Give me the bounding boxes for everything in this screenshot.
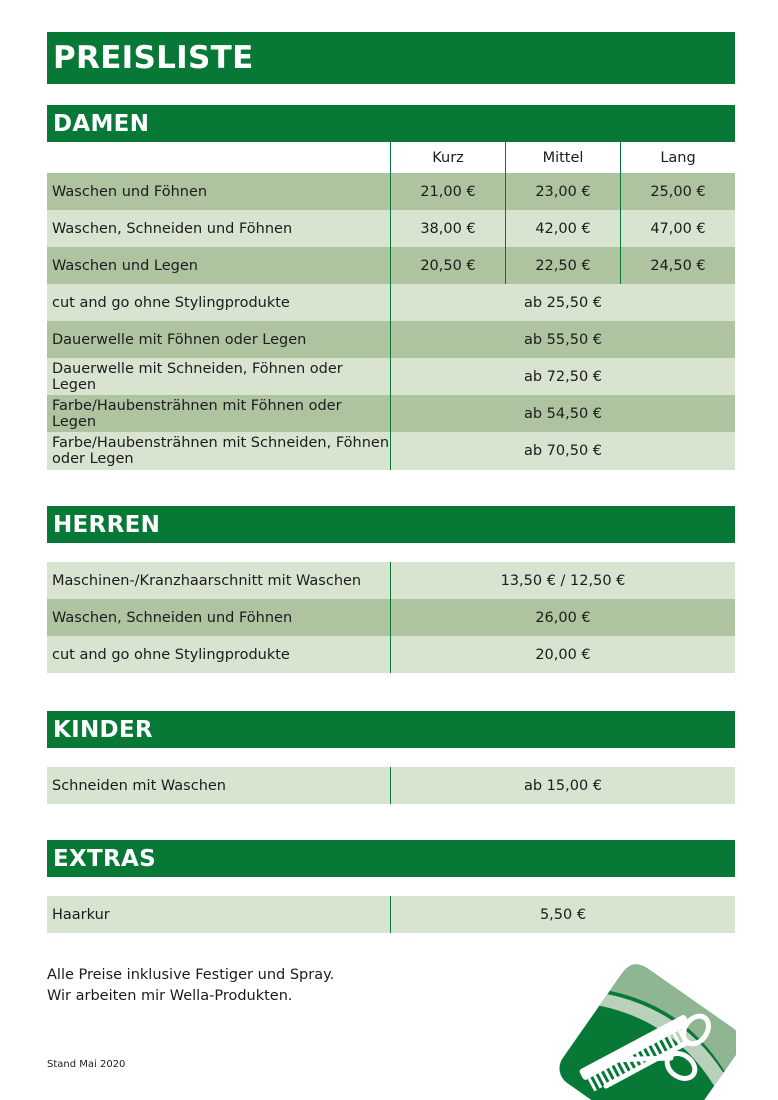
logo bbox=[536, 958, 736, 1100]
price-mittel: 42,00 € bbox=[505, 210, 620, 247]
service-name: Waschen und Föhnen bbox=[52, 183, 208, 200]
table-row bbox=[47, 173, 735, 210]
price-kurz: 38,00 € bbox=[390, 210, 505, 247]
table-row bbox=[47, 636, 735, 673]
price-lang: 24,50 € bbox=[620, 247, 735, 284]
service-price: 20,00 € bbox=[390, 636, 735, 673]
comb-and-scissors-icon bbox=[536, 958, 736, 1100]
table-row bbox=[47, 395, 735, 432]
service-name: cut and go ohne Stylingprodukte bbox=[52, 294, 290, 311]
table-row bbox=[47, 562, 735, 599]
table-row bbox=[47, 321, 735, 358]
stand-date: Stand Mai 2020 bbox=[47, 1059, 126, 1070]
service-price: ab 72,50 € bbox=[390, 358, 735, 395]
section-heading-damen: DAMEN bbox=[47, 105, 735, 142]
price-kurz: 20,50 € bbox=[390, 247, 505, 284]
service-price: 5,50 € bbox=[390, 896, 735, 933]
service-price: 26,00 € bbox=[390, 599, 735, 636]
footnote-line-1: Alle Preise inklusive Festiger und Spray. bbox=[47, 967, 335, 983]
price-mittel: 23,00 € bbox=[505, 173, 620, 210]
column-header-mittel: Mittel bbox=[505, 142, 620, 173]
service-price: ab 15,00 € bbox=[390, 767, 735, 804]
service-name: Haarkur bbox=[52, 906, 110, 923]
damen-column-header-row bbox=[47, 142, 735, 173]
price-lang: 47,00 € bbox=[620, 210, 735, 247]
section-heading-kinder: KINDER bbox=[47, 711, 735, 748]
table-row bbox=[47, 210, 735, 247]
table-row bbox=[47, 767, 735, 804]
footnote-line-2: Wir arbeiten mir Wella-Produkten. bbox=[47, 988, 293, 1004]
service-name: Waschen, Schneiden und Föhnen bbox=[52, 220, 293, 237]
service-name: cut and go ohne Stylingprodukte bbox=[52, 646, 290, 663]
service-price: 13,50 € / 12,50 € bbox=[390, 562, 735, 599]
table-row bbox=[47, 432, 735, 470]
service-name: Maschinen-/Kranzhaarschnitt mit Waschen bbox=[52, 572, 362, 589]
herren-table bbox=[47, 562, 735, 673]
column-header-lang: Lang bbox=[620, 142, 735, 173]
price-lang: 25,00 € bbox=[620, 173, 735, 210]
section-heading-herren: HERREN bbox=[47, 506, 735, 543]
price-mittel: 22,50 € bbox=[505, 247, 620, 284]
service-price: ab 70,50 € bbox=[390, 432, 735, 470]
service-name: Farbe/Haubensträhnen mit Schneiden, Föhnen oder Legen bbox=[52, 435, 390, 467]
service-price: ab 54,50 € bbox=[390, 395, 735, 432]
service-name: Farbe/Haubensträhnen mit Föhnen oder Legen bbox=[52, 397, 342, 430]
service-name: Schneiden mit Waschen bbox=[52, 777, 226, 794]
footnote bbox=[47, 965, 334, 1007]
table-row bbox=[47, 896, 735, 933]
page-title: PREISLISTE bbox=[47, 32, 735, 84]
table-row bbox=[47, 247, 735, 284]
damen-table bbox=[47, 142, 735, 470]
table-row bbox=[47, 284, 735, 321]
table-row bbox=[47, 358, 735, 395]
service-name: Dauerwelle mit Föhnen oder Legen bbox=[52, 331, 307, 348]
section-heading-extras: EXTRAS bbox=[47, 840, 735, 877]
service-price: ab 55,50 € bbox=[390, 321, 735, 358]
column-header-empty bbox=[47, 142, 390, 173]
kinder-table bbox=[47, 767, 735, 804]
column-header-kurz: Kurz bbox=[390, 142, 505, 173]
price-kurz: 21,00 € bbox=[390, 173, 505, 210]
service-name: Waschen und Legen bbox=[52, 257, 198, 274]
service-price: ab 25,50 € bbox=[390, 284, 735, 321]
extras-table bbox=[47, 896, 735, 933]
service-name: Dauerwelle mit Schneiden, Föhnen oder Legen bbox=[52, 360, 343, 393]
table-row bbox=[47, 599, 735, 636]
service-name: Waschen, Schneiden und Föhnen bbox=[52, 609, 293, 626]
